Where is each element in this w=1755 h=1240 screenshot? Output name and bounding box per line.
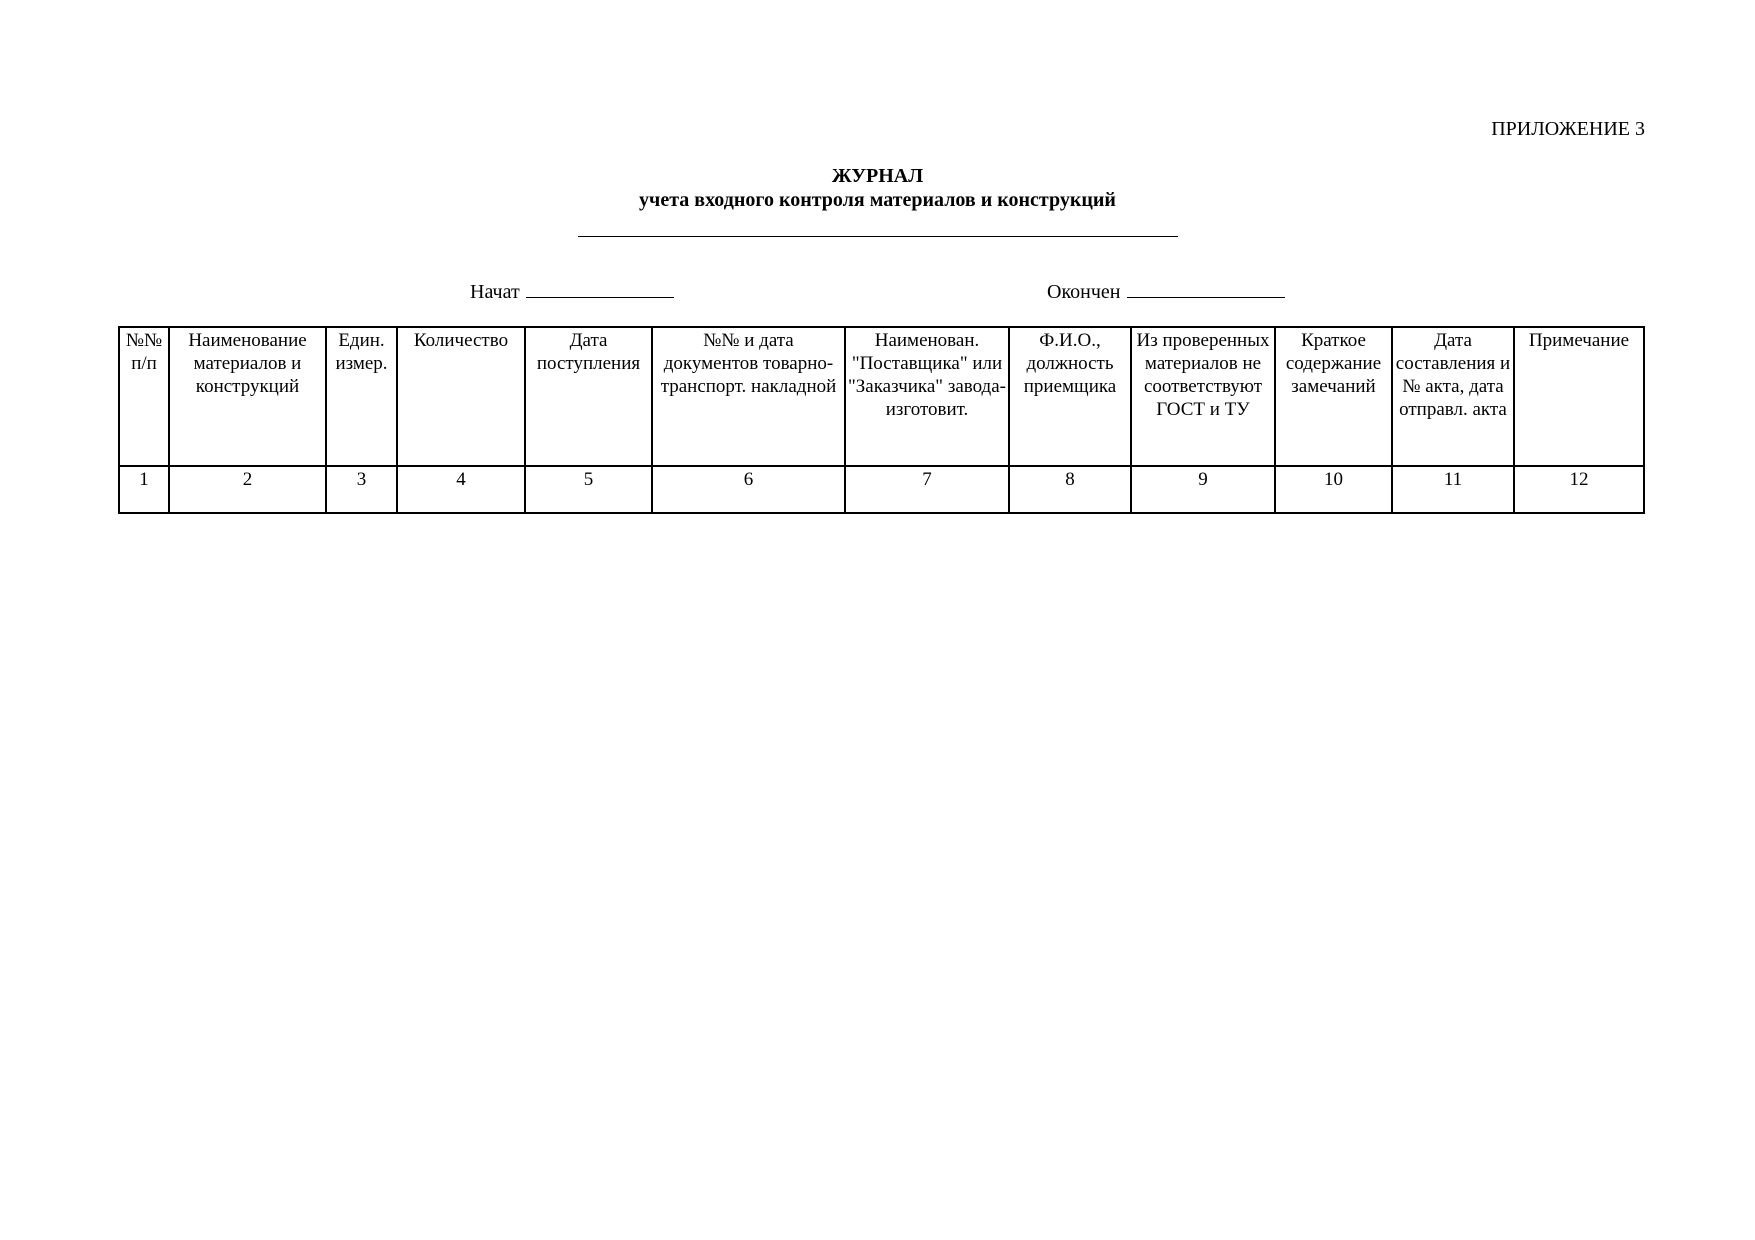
header-cell-supplier: Наименован. "Поставщика" или "Заказчика" завода-изготовит.: [845, 327, 1009, 466]
column-number-row: [119, 466, 1644, 513]
header-cell-quantity: Количество: [397, 327, 525, 466]
header-cell-material-name: Наименование материалов и конструкций: [169, 327, 326, 466]
organization-blank-line: [578, 236, 1178, 237]
header-row: [119, 327, 1644, 466]
column-number-cell: 6: [652, 466, 845, 513]
header-cell-act: Дата составления и № акта, дата отправл. акта: [1392, 327, 1514, 466]
column-number-cell: 4: [397, 466, 525, 513]
header-cell-waybill: №№ и дата документов товарно-транспорт. накладной: [652, 327, 845, 466]
journal-table: [118, 326, 1645, 514]
column-number-cell: 11: [1392, 466, 1514, 513]
header-cell-note: Примечание: [1514, 327, 1644, 466]
finished-field: [1047, 279, 1285, 304]
started-blank-line: [526, 279, 674, 298]
header-cell-receiver: Ф.И.О., должность приемщика: [1009, 327, 1131, 466]
appendix-label: ПРИЛОЖЕНИЕ 3: [1491, 118, 1645, 140]
column-number-cell: 8: [1009, 466, 1131, 513]
finished-label: Окончен: [1047, 281, 1121, 303]
column-number-cell: 5: [525, 466, 652, 513]
column-number-cell: 9: [1131, 466, 1275, 513]
header-cell-unit: Един. измер.: [326, 327, 397, 466]
column-number-cell: 12: [1514, 466, 1644, 513]
journal-title: ЖУРНАЛ: [831, 165, 924, 187]
header-cell-remarks: Краткое содержание замечаний: [1275, 327, 1392, 466]
column-number-cell: 1: [119, 466, 169, 513]
header-cell-row-number: №№ п/п: [119, 327, 169, 466]
journal-subtitle: учета входного контроля материалов и конструкций: [639, 189, 1116, 211]
column-number-cell: 7: [845, 466, 1009, 513]
column-number-cell: 2: [169, 466, 326, 513]
column-number-cell: 10: [1275, 466, 1392, 513]
column-number-cell: 3: [326, 466, 397, 513]
started-label: Начат: [470, 281, 520, 303]
header-cell-receipt-date: Дата поступления: [525, 327, 652, 466]
header-cell-nonconforming: Из проверенных материалов не соответствуют ГОСТ и ТУ: [1131, 327, 1275, 466]
started-field: [470, 279, 674, 304]
finished-blank-line: [1127, 279, 1285, 298]
